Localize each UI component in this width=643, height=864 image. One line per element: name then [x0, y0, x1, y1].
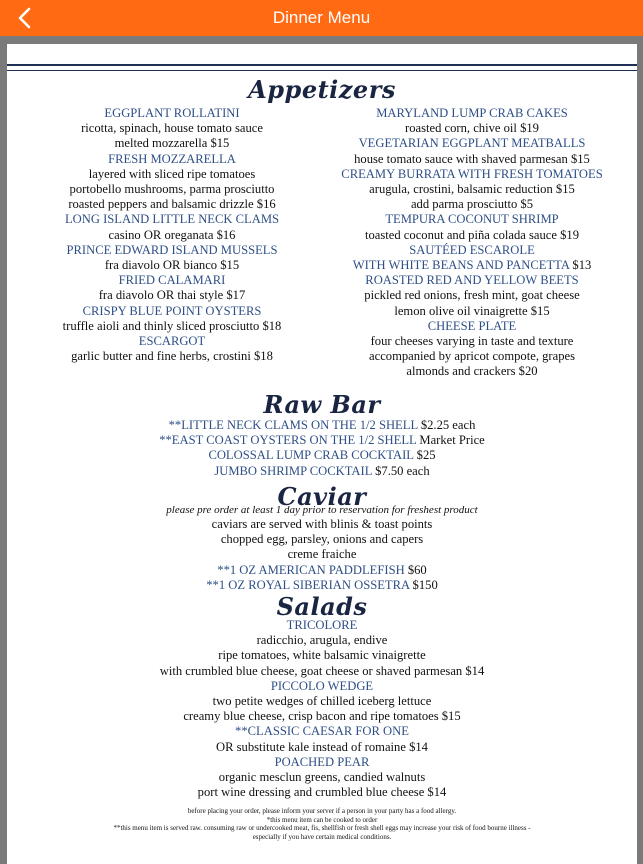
- menu-item-description: roasted peppers and balsamic drizzle $16: [68, 197, 276, 212]
- menu-item-description: creamy blue cheese, crisp bacon and ripe tomatoes $15: [183, 709, 461, 724]
- menu-item-name: FRIED CALAMARI: [118, 273, 226, 288]
- menu-item-description: two petite wedges of chilled iceberg lettuce: [212, 694, 432, 709]
- menu-item-description: portobello mushrooms, parma prosciutto: [69, 182, 275, 197]
- menu-item-description: radicchio, arugula, endive: [256, 633, 388, 648]
- menu-item-name: TEMPURA COCONUT SHRIMP: [385, 212, 559, 227]
- menu-item-name: **LITTLE NECK CLAMS ON THE 1/2 SHELL: [168, 418, 418, 432]
- footer-line: especially if you have certain medical conditions.: [252, 832, 392, 841]
- appetizers-right-column: [317, 106, 627, 380]
- menu-item-name: VEGETARIAN EGGPLANT MEATBALLS: [358, 136, 586, 151]
- menu-item-line: [7, 448, 637, 463]
- menu-item-name: LONG ISLAND LITTLE NECK CLAMS: [64, 212, 280, 227]
- menu-item-line: [7, 563, 637, 578]
- menu-item-name: JUMBO SHRIMP COCKTAIL: [214, 463, 372, 478]
- page-title: Dinner Menu: [272, 8, 371, 27]
- caviar-heading: Caviar: [277, 482, 367, 511]
- menu-item-line: [7, 578, 637, 593]
- menu-item-description: creme fraiche: [287, 547, 357, 562]
- menu-item-line: [7, 433, 637, 448]
- menu-item-description: caviars are served with blinis & toast points: [211, 517, 433, 531]
- menu-item-name: **1 OZ ROYAL SIBERIAN OSSETRA: [206, 577, 410, 592]
- menu-item-name: COLOSSAL LUMP CRAB COCKTAIL: [208, 448, 414, 463]
- menu-item-description: with crumbled blue cheese, goat cheese or shaved parmesan $14: [159, 663, 485, 678]
- menu-item-price: $2.25 each: [417, 418, 476, 432]
- menu-item-description: fra diavolo OR bianco $15: [104, 258, 240, 273]
- menu-item-description: layered with sliced ripe tomatoes: [88, 166, 256, 181]
- menu-item-description: OR substitute kale instead of romaine $14: [216, 739, 428, 754]
- menu-item-description: almonds and crackers $20: [406, 364, 538, 379]
- menu-item-name: EGGPLANT ROLLATINI: [104, 106, 240, 120]
- menu-note: please pre order at least 1 day prior to reservation for freshest product: [166, 504, 478, 516]
- menu-item-name: POACHED PEAR: [274, 754, 370, 769]
- menu-item-description: lemon olive oil vinaigrette $15: [394, 303, 550, 318]
- menu-item-description: house tomato sauce with shaved parmesan $15: [354, 151, 590, 166]
- menu-item-name: CREAMY BURRATA WITH FRESH TOMATOES: [341, 166, 603, 181]
- menu-item-name: CRISPY BLUE POINT OYSTERS: [82, 303, 262, 318]
- top-rule-thin: [7, 70, 637, 71]
- menu-item-description: garlic butter and fine herbs, crostini $18: [71, 349, 273, 364]
- salads-heading: Salads: [276, 592, 368, 621]
- allergy-footer: [7, 807, 637, 841]
- menu-item-description: pickled red onions, fresh mint, goat cheese: [364, 288, 580, 303]
- menu-item-description: truffle aioli and thinly sliced prosciutto $18: [62, 318, 282, 333]
- footer-line: **this menu item is served raw. consuming raw or undercooked meat, fis, shellfish or fresh shell eggs may increase your risk of food bourne illness -: [113, 824, 531, 832]
- appetizers-left-column: [37, 106, 307, 364]
- menu-item-description: chopped egg, parsley, onions and capers: [220, 532, 424, 547]
- appetizers-heading: Appetizers: [248, 75, 396, 104]
- menu-item-name: TRICOLORE: [286, 618, 358, 632]
- footer-line: *this menu item can be cooked to order: [266, 815, 378, 824]
- menu-item-price: $150: [409, 577, 438, 592]
- menu-item-price: $13: [569, 258, 592, 273]
- menu-item-name: **EAST COAST OYSTERS ON THE 1/2 SHELL: [159, 433, 417, 448]
- raw-bar-list: [7, 418, 637, 479]
- menu-item-name: FRESH MOZZARELLA: [108, 151, 236, 166]
- menu-item-description: ricotta, spinach, house tomato sauce: [81, 121, 263, 136]
- menu-item-price: $60: [404, 562, 427, 577]
- menu-item-description: ripe tomatoes, white balsamic vinaigrette: [218, 648, 426, 663]
- caviar-list: [7, 504, 637, 593]
- menu-item-name: ROASTED RED AND YELLOW BEETS: [365, 273, 579, 288]
- menu-item-price: $7.50 each: [371, 463, 430, 478]
- menu-item-name: WITH WHITE BEANS AND PANCETTA: [352, 258, 570, 273]
- menu-item-description: fra diavolo OR thai style $17: [98, 288, 246, 303]
- menu-item-description: melted mozzarella $15: [114, 136, 230, 151]
- menu-item-description: casino OR oreganata $16: [108, 227, 236, 242]
- footer-line: before placing your order, please inform your server if a person in your party has a food allergy.: [187, 807, 457, 815]
- menu-item-description: toasted coconut and piña colada sauce $19: [364, 227, 579, 242]
- menu-item-name: ESCARGOT: [138, 334, 206, 349]
- menu-item-name: PICCOLO WEDGE: [270, 678, 374, 693]
- top-rule: [7, 64, 637, 66]
- menu-item-description: organic mesclun greens, candied walnuts: [218, 770, 426, 785]
- menu-item-description: four cheeses varying in taste and texture: [370, 334, 574, 349]
- menu-item-name: **1 OZ AMERICAN PADDLEFISH: [217, 562, 405, 577]
- menu-item-line: [317, 258, 627, 273]
- salads-list: [7, 618, 637, 800]
- menu-item-name: SAUTÉED ESCAROLE: [409, 242, 535, 257]
- menu-item-line: [7, 464, 637, 479]
- menu-item-name: **CLASSIC CAESAR FOR ONE: [235, 724, 409, 739]
- menu-item-description: arugula, crostini, balsamic reduction $15: [369, 182, 575, 197]
- menu-item-description: port wine dressing and crumbled blue cheese $14: [197, 785, 447, 800]
- menu-item-description: add parma prosciutto $5: [410, 197, 534, 212]
- raw-bar-heading: Raw Bar: [263, 390, 381, 419]
- menu-item-line: [7, 418, 637, 433]
- nav-bar: [0, 0, 643, 36]
- menu-item-description: roasted corn, chive oil $19: [405, 121, 539, 136]
- menu-item-name: CHEESE PLATE: [427, 318, 517, 333]
- menu-item-price: Market Price: [416, 433, 485, 448]
- menu-page: [7, 44, 637, 864]
- menu-item-price: $25: [413, 448, 436, 463]
- menu-item-description: accompanied by apricot compote, grapes: [369, 349, 575, 364]
- menu-item-name: PRINCE EDWARD ISLAND MUSSELS: [66, 242, 278, 257]
- menu-item-name: MARYLAND LUMP CRAB CAKES: [376, 106, 568, 120]
